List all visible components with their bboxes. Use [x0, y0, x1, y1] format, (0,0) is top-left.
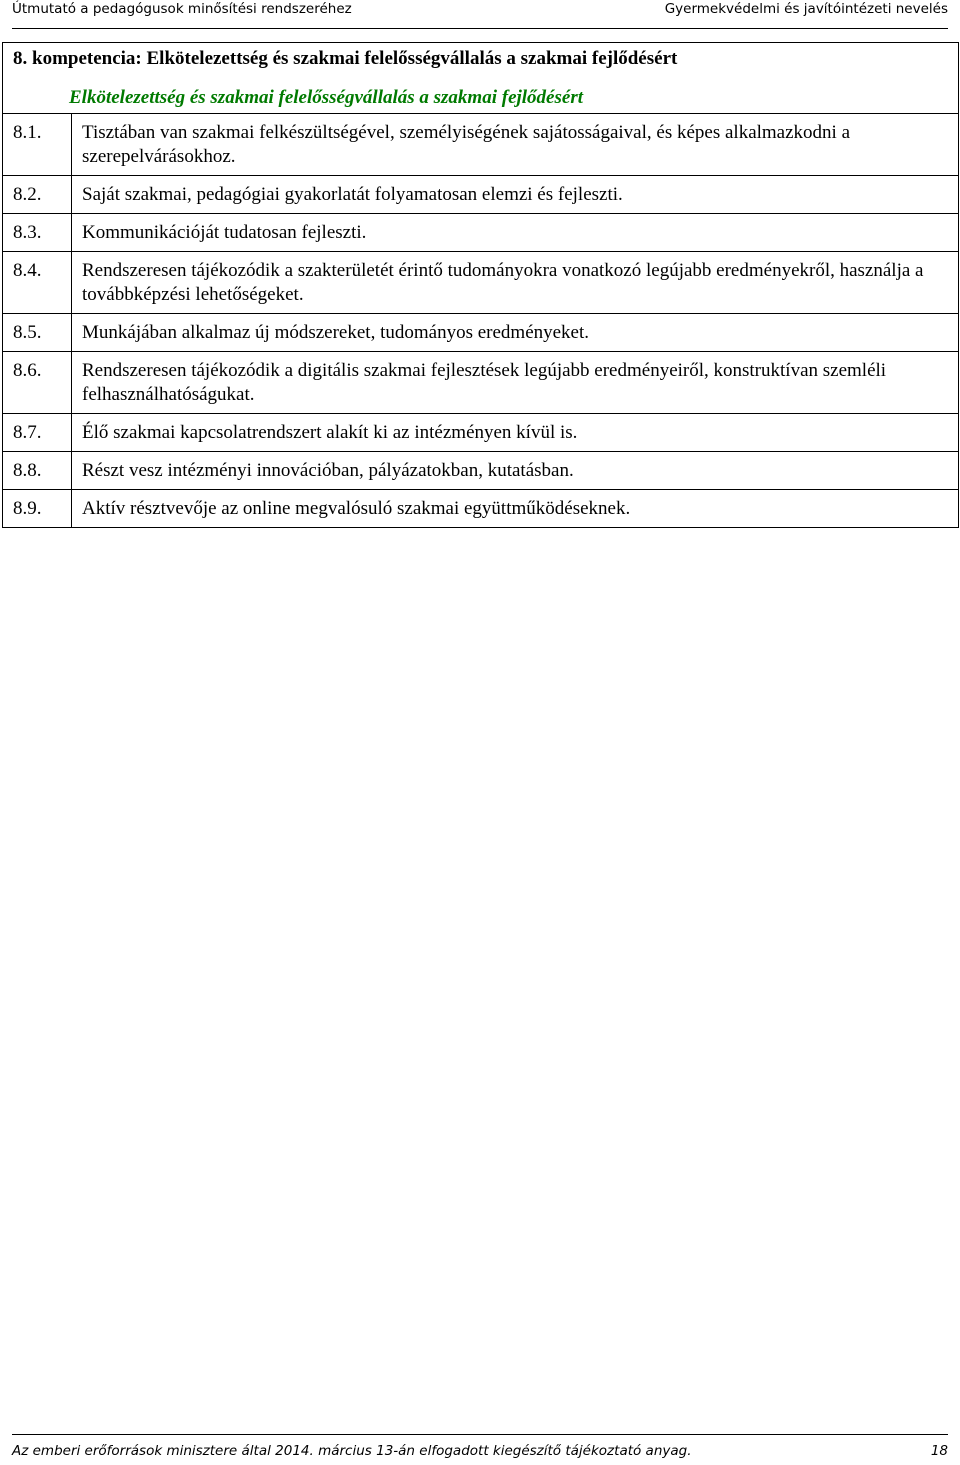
table-row: [3, 490, 959, 528]
item-text: Kommunikációját tudatosan fejleszti.: [72, 214, 959, 252]
item-text: Rendszeresen tájékozódik a szakterületét érintő tudományokra vonatkozó legújabb eredményekről, használja a továbbképzési lehetőségeket.: [72, 252, 959, 314]
table-row: [3, 114, 959, 176]
item-text: Részt vesz intézményi innovációban, pályázatokban, kutatásban.: [72, 452, 959, 490]
table-row: [3, 414, 959, 452]
competency-subtitle: Elkötelezettség és szakmai felelősségvállalás a szakmai fejlődésért: [69, 87, 583, 108]
item-number: 8.4.: [3, 252, 72, 314]
competency-title-cell: [3, 43, 959, 114]
item-number: 8.9.: [3, 490, 72, 528]
table-row: [3, 214, 959, 252]
competency-title: 8. kompetencia: Elkötelezettség és szakmai felelősségvállalás a szakmai fejlődésért: [13, 48, 678, 69]
table-row: [3, 176, 959, 214]
header-section-title: Gyermekvédelmi és javítóintézeti nevelés: [664, 1, 948, 17]
page-footer: [12, 1434, 948, 1465]
page-header: [12, 0, 948, 29]
competency-title-row: [3, 43, 959, 114]
table-row: [3, 352, 959, 414]
table-row: [3, 452, 959, 490]
footer-note: Az emberi erőforrások minisztere által 2014. március 13-án elfogadott kiegészítő tájékoztató anyag.: [12, 1443, 692, 1459]
item-text: Aktív résztvevője az online megvalósuló szakmai együttműködéseknek.: [72, 490, 959, 528]
page-number: 18: [930, 1443, 948, 1459]
item-number: 8.7.: [3, 414, 72, 452]
item-number: 8.5.: [3, 314, 72, 352]
item-text: Munkájában alkalmaz új módszereket, tudományos eredményeket.: [72, 314, 959, 352]
item-number: 8.2.: [3, 176, 72, 214]
item-text: Tisztában van szakmai felkészültségével, személyiségének sajátosságaival, és képes alkalmazkodni a szerepelvárásokhoz.: [72, 114, 959, 176]
item-text: Saját szakmai, pedagógiai gyakorlatát folyamatosan elemzi és fejleszti.: [72, 176, 959, 214]
competency-table: [2, 42, 959, 528]
table-row: [3, 252, 959, 314]
item-text: Rendszeresen tájékozódik a digitális szakmai fejlesztések legújabb eredményeiről, konstruktívan szemléli felhasználhatóságukat.: [72, 352, 959, 414]
item-number: 8.6.: [3, 352, 72, 414]
item-number: 8.8.: [3, 452, 72, 490]
table-row: [3, 314, 959, 352]
item-text: Élő szakmai kapcsolatrendszert alakít ki az intézményen kívül is.: [72, 414, 959, 452]
header-document-title: Útmutató a pedagógusok minősítési rendszeréhez: [12, 1, 352, 17]
item-number: 8.1.: [3, 114, 72, 176]
item-number: 8.3.: [3, 214, 72, 252]
